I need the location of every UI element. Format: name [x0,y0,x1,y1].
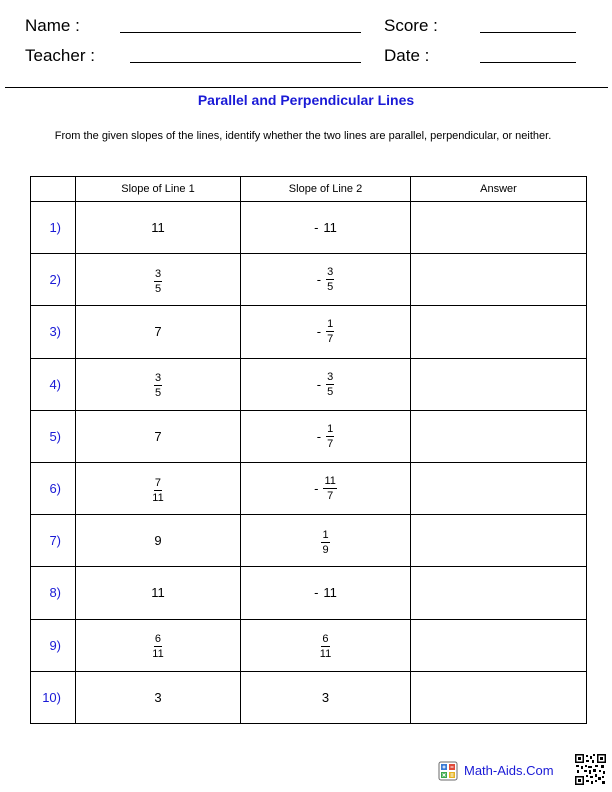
answer-cell[interactable] [411,462,587,514]
worksheet-title: Parallel and Perpendicular Lines [197,92,415,108]
slope-line-1-cell [76,254,241,306]
table-header-row [31,177,587,202]
slope-line-2-cell [241,671,411,723]
slope-value: 3 [154,689,162,705]
minus-sign: - [316,428,322,444]
slope-line-1-cell [76,202,241,254]
score-label: Score : [384,16,438,35]
answer-cell[interactable] [411,567,587,619]
fraction-numerator: 6 [322,633,329,646]
slope-line-2-cell [241,306,411,358]
answer-cell[interactable] [411,358,587,410]
answer-cell[interactable] [411,254,587,306]
table-row [31,202,587,254]
slope-line-1-cell [76,671,241,723]
slope-value: 11 [323,220,337,236]
answer-cell[interactable] [411,202,587,254]
header-number [31,177,76,202]
fraction-denominator: 7 [327,490,334,503]
answer-cell[interactable] [411,619,587,671]
fraction-denominator: 7 [327,333,334,346]
table-row [31,515,587,567]
problem-number: 10) [31,671,76,723]
slope-value: 7 [154,324,162,340]
slope-value: 7 [154,428,162,444]
minus-sign: - [316,324,322,340]
slope-fraction [321,529,329,556]
slope-line-1-cell [76,515,241,567]
answer-cell[interactable] [411,410,587,462]
table-row [31,671,587,723]
answer-cell[interactable] [411,515,587,567]
slope-line-2-cell [241,462,411,514]
table-row [31,567,587,619]
date-label: Date : [384,46,430,65]
fraction-numerator: 3 [327,370,334,383]
problem-number: 8) [31,567,76,619]
fraction-numerator: 3 [154,372,162,385]
fraction-denominator: 5 [154,282,162,295]
slope-line-2-cell [241,619,411,671]
minus-sign: - [314,220,319,236]
teacher-label: Teacher : [25,46,95,65]
slope-value: 11 [151,220,165,236]
fraction-numerator: 1 [327,318,334,331]
slope-line-1-cell [76,410,241,462]
date-line [480,62,576,63]
fraction-denominator: 7 [327,437,334,450]
fraction-denominator: 5 [154,387,162,400]
fraction-denominator: 5 [327,281,334,294]
minus-sign: - [316,272,322,288]
brand-text: Math-Aids.Com [464,763,554,778]
header-answer: Answer [411,177,587,202]
slope-line-2-cell [241,202,411,254]
fraction-numerator: 3 [327,266,334,279]
fraction-denominator: 9 [322,543,329,556]
slope-line-2-cell [241,515,411,567]
slope-line-2-cell [241,567,411,619]
problem-number: 4) [31,358,76,410]
slope-value: 9 [154,533,162,549]
slope-line-1-cell [76,462,241,514]
problem-number: 7) [31,515,76,567]
teacher-line [130,62,361,63]
table-row [31,410,587,462]
slope-value: 11 [151,585,165,601]
problem-number: 3) [31,306,76,358]
score-line [480,32,576,33]
slope-line-1-cell [76,567,241,619]
table-row [31,462,587,514]
minus-sign: - [316,376,322,392]
problem-number: 2) [31,254,76,306]
slope-fraction [319,633,332,660]
slopes-table [30,176,587,724]
fraction-numerator: 3 [154,267,162,280]
slope-fraction [326,371,334,398]
problem-number: 9) [31,619,76,671]
fraction-numerator: 7 [154,476,162,489]
slope-value: 11 [323,585,337,601]
header-slope-2: Slope of Line 2 [241,177,411,202]
slope-fraction [151,477,164,504]
slope-value: 3 [321,689,330,705]
answer-cell[interactable] [411,306,587,358]
name-label: Name : [25,16,80,35]
problem-number: 5) [31,410,76,462]
slope-fraction [154,268,162,295]
slope-line-1-cell [76,619,241,671]
slope-line-2-cell [241,254,411,306]
header-divider [5,87,608,88]
calculator-icon [438,761,458,781]
header-slope-1: Slope of Line 1 [76,177,241,202]
slope-line-2-cell [241,410,411,462]
table-row [31,306,587,358]
fraction-numerator: 6 [154,633,162,646]
fraction-denominator: 11 [319,648,332,661]
table-row [31,358,587,410]
table-row [31,254,587,306]
fraction-denominator: 11 [152,648,164,661]
problem-number: 1) [31,202,76,254]
slope-line-1-cell [76,358,241,410]
minus-sign: - [314,585,319,601]
table-row [31,619,587,671]
slope-fraction [154,372,162,399]
fraction-denominator: 5 [327,385,334,398]
fraction-denominator: 11 [152,491,164,504]
slope-line-1-cell [76,306,241,358]
fraction-numerator: 1 [322,528,329,541]
name-line [120,32,361,33]
slope-fraction [326,318,334,345]
instructions: From the given slopes of the lines, identify whether the two lines are parallel, perpendicular, or neither. [54,130,552,142]
slope-fraction [326,266,334,293]
answer-cell[interactable] [411,671,587,723]
slope-fraction [326,423,334,450]
problem-number: 6) [31,462,76,514]
fraction-numerator: 1 [327,422,334,435]
slope-line-2-cell [241,358,411,410]
minus-sign: - [314,481,319,497]
slope-fraction [151,633,164,660]
qr-code-icon [575,754,606,785]
fraction-numerator: 11 [324,475,336,488]
slope-fraction [323,475,336,502]
